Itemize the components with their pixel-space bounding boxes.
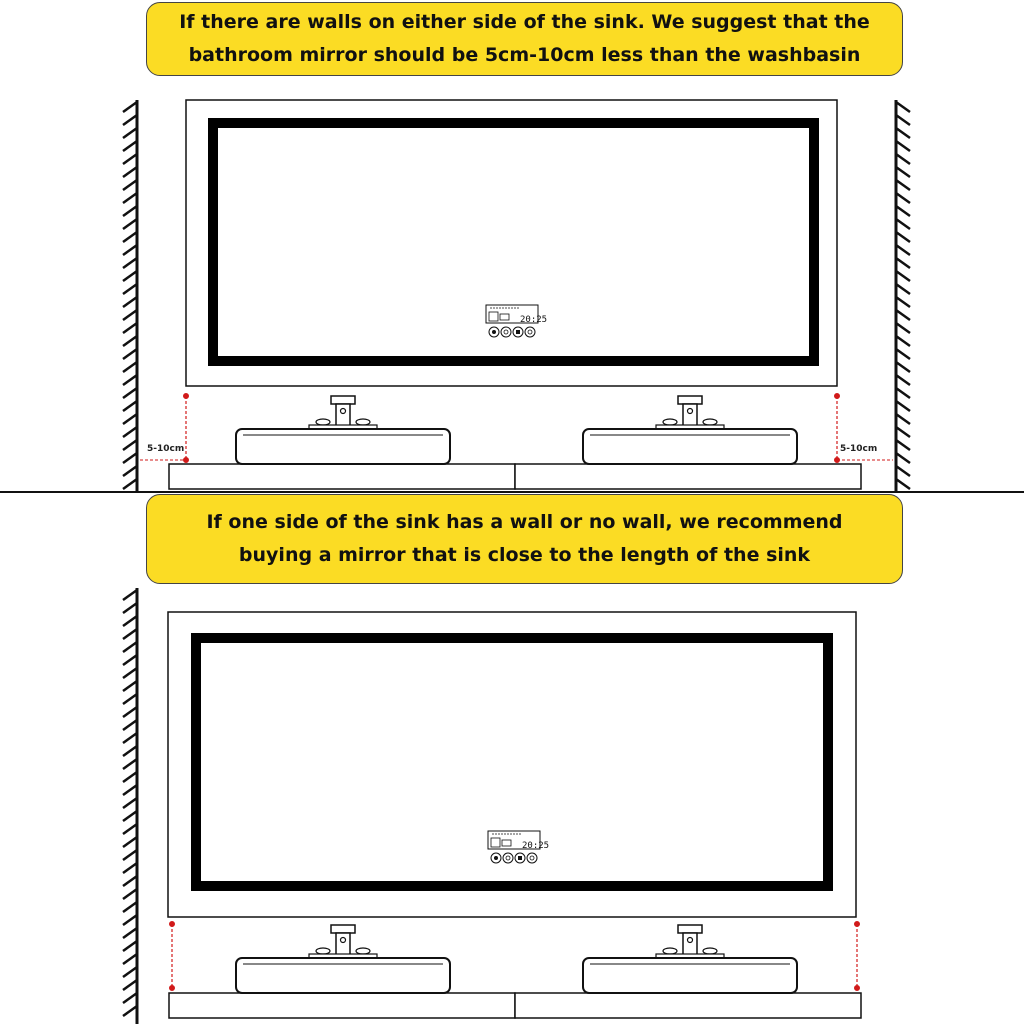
- mirror-bottom: [168, 612, 856, 917]
- wall-hatch-line: [896, 245, 910, 255]
- wall-hatch-line: [123, 798, 137, 808]
- wall-hatch-line: [123, 642, 137, 652]
- wall-hatch-line: [896, 167, 910, 177]
- sink-right-top: [583, 396, 797, 464]
- wall-hatch-line: [896, 375, 910, 385]
- wall-hatch-line: [123, 941, 137, 951]
- alignment-marker-right-bottom: [855, 922, 860, 991]
- wall-hatch-line: [123, 876, 137, 886]
- left-wall-bottom: [123, 588, 137, 1024]
- wall-hatch-line: [896, 271, 910, 281]
- wall-hatch-line: [123, 837, 137, 847]
- dimension-label-right: 5-10cm: [840, 444, 878, 454]
- wall-hatch-line: [896, 388, 910, 398]
- banner-2-line-1: If one side of the sink has a wall or no wall, we recommend: [206, 511, 843, 533]
- wall-hatch-line: [123, 232, 137, 242]
- wall-hatch-line: [123, 310, 137, 320]
- wall-hatch-line: [896, 336, 910, 346]
- wall-hatch-line: [123, 336, 137, 346]
- dimension-label-left: 5-10cm: [147, 444, 185, 454]
- wall-hatch-line: [123, 980, 137, 990]
- wall-hatch-line: [123, 401, 137, 411]
- vanity-counter-bottom: [169, 993, 861, 1018]
- wall-hatch-line: [123, 733, 137, 743]
- wall-hatch-line: [896, 206, 910, 216]
- wall-hatch-line: [123, 154, 137, 164]
- wall-hatch-line: [123, 115, 137, 125]
- wall-hatch-line: [896, 427, 910, 437]
- sink-left-top: [236, 396, 450, 464]
- left-wall-top: [123, 100, 137, 492]
- wall-hatch-line: [896, 323, 910, 333]
- banner-1-line-2: bathroom mirror should be 5cm-10cm less than the washbasin: [188, 44, 861, 66]
- wall-hatch-line: [123, 707, 137, 717]
- wall-hatch-line: [896, 258, 910, 268]
- wall-hatch-line: [123, 850, 137, 860]
- clock-readout-bottom: 20:25: [522, 841, 550, 851]
- alignment-marker-left-bottom: [170, 922, 175, 991]
- wall-hatch-line: [123, 889, 137, 899]
- wall-hatch-line: [123, 193, 137, 203]
- wall-hatch-line: [123, 629, 137, 639]
- wall-hatch-line: [896, 193, 910, 203]
- wall-hatch-line: [123, 440, 137, 450]
- wall-hatch-line: [123, 453, 137, 463]
- wall-hatch-line: [123, 954, 137, 964]
- wall-hatch-line: [896, 479, 910, 489]
- wall-hatch-line: [896, 440, 910, 450]
- wall-hatch-line: [896, 453, 910, 463]
- wall-hatch-line: [123, 258, 137, 268]
- wall-hatch-line: [123, 694, 137, 704]
- wall-hatch-line: [123, 603, 137, 613]
- right-wall-top: [896, 100, 910, 492]
- wall-hatch-line: [123, 967, 137, 977]
- wall-hatch-line: [896, 401, 910, 411]
- wall-hatch-line: [123, 759, 137, 769]
- wall-hatch-line: [123, 928, 137, 938]
- wall-hatch-line: [123, 141, 137, 151]
- wall-hatch-line: [123, 681, 137, 691]
- wall-hatch-line: [123, 414, 137, 424]
- wall-hatch-line: [896, 102, 910, 112]
- wall-hatch-line: [123, 388, 137, 398]
- wall-hatch-line: [123, 167, 137, 177]
- wall-hatch-line: [123, 785, 137, 795]
- wall-hatch-line: [123, 297, 137, 307]
- wall-hatch-line: [896, 232, 910, 242]
- wall-hatch-line: [123, 375, 137, 385]
- wall-hatch-line: [123, 427, 137, 437]
- wall-hatch-line: [123, 102, 137, 112]
- mirror-top: [186, 100, 837, 386]
- wall-hatch-line: [896, 141, 910, 151]
- wall-hatch-line: [896, 310, 910, 320]
- wall-hatch-line: [896, 154, 910, 164]
- wall-hatch-line: [896, 297, 910, 307]
- wall-hatch-line: [123, 915, 137, 925]
- wall-hatch-line: [123, 668, 137, 678]
- wall-hatch-line: [123, 772, 137, 782]
- wall-hatch-line: [123, 284, 137, 294]
- sink-left-bottom: [236, 925, 450, 993]
- vanity-counter-top: [169, 464, 861, 489]
- wall-hatch-line: [123, 349, 137, 359]
- wall-hatch-line: [896, 414, 910, 424]
- wall-hatch-line: [896, 180, 910, 190]
- wall-hatch-line: [123, 362, 137, 372]
- wall-hatch-line: [123, 128, 137, 138]
- wall-hatch-line: [123, 863, 137, 873]
- wall-hatch-line: [123, 271, 137, 281]
- wall-hatch-line: [123, 655, 137, 665]
- clock-readout-top: 20:25: [520, 315, 548, 325]
- wall-hatch-line: [123, 720, 137, 730]
- wall-hatch-line: [123, 323, 137, 333]
- wall-hatch-line: [123, 824, 137, 834]
- wall-hatch-line: [123, 245, 137, 255]
- wall-hatch-line: [123, 993, 137, 1003]
- wall-hatch-line: [896, 466, 910, 476]
- wall-hatch-line: [896, 128, 910, 138]
- wall-hatch-line: [896, 219, 910, 229]
- wall-hatch-line: [123, 206, 137, 216]
- wall-hatch-line: [123, 616, 137, 626]
- wall-hatch-line: [123, 180, 137, 190]
- wall-hatch-line: [123, 219, 137, 229]
- banner-1-line-1: If there are walls on either side of the sink. We suggest that the: [179, 11, 870, 33]
- wall-hatch-line: [123, 1006, 137, 1016]
- wall-hatch-line: [123, 479, 137, 489]
- wall-hatch-line: [123, 590, 137, 600]
- wall-hatch-line: [896, 349, 910, 359]
- banner-2-line-2: buying a mirror that is close to the length of the sink: [238, 544, 811, 566]
- sink-right-bottom: [583, 925, 797, 993]
- wall-hatch-line: [123, 811, 137, 821]
- wall-hatch-line: [896, 115, 910, 125]
- wall-hatch-line: [123, 746, 137, 756]
- wall-hatch-line: [896, 284, 910, 294]
- wall-hatch-line: [896, 362, 910, 372]
- wall-hatch-line: [123, 902, 137, 912]
- wall-hatch-line: [123, 466, 137, 476]
